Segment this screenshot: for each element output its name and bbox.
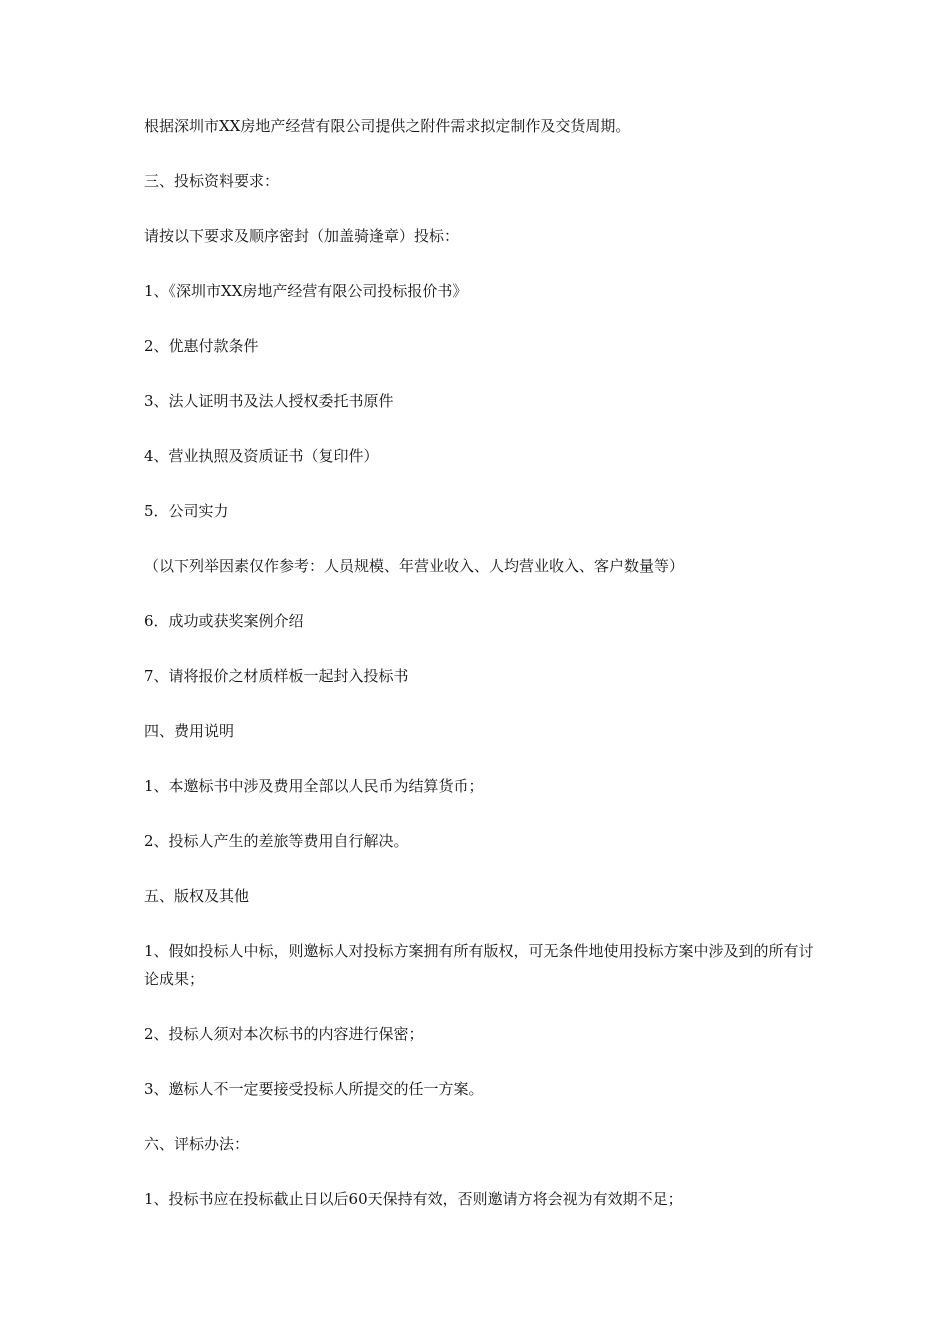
list-item-travel-expenses: 2、投标人产生的差旅等费用自行解决。 (144, 832, 409, 850)
paragraph-delivery-schedule: 根据深圳市XX房地产经营有限公司提供之附件需求拟定制作及交货周期。 (144, 117, 631, 135)
paragraph-seal-instructions: 请按以下要求及顺序密封（加盖骑逢章）投标： (144, 227, 460, 245)
list-item-currency: 1、本邀标书中涉及费用全部以人民币为结算货币； (144, 777, 484, 795)
list-item-validity-period: 1、投标书应在投标截止日以后60天保持有效，否则邀请方将会视为有效期不足； (144, 1190, 683, 1208)
list-item-confidentiality: 2、投标人须对本次标书的内容进行保密； (144, 1025, 424, 1043)
list-item-no-obligation: 3、邀标人不一定要接受投标人所提交的任一方案。 (144, 1080, 484, 1098)
list-item-company-strength: 5．公司实力 (144, 502, 229, 520)
paragraph-strength-factors: （以下列举因素仅作参考：人员规模、年营业收入、人均营业收入、客户数量等） (144, 557, 685, 575)
heading-copyright: 五、版权及其他 (144, 887, 250, 905)
list-item-business-license: 4、营业执照及资质证书（复印件） (144, 447, 379, 465)
list-item-material-samples: 7、请将报价之材质样板一起封入投标书 (144, 667, 409, 685)
heading-bid-materials: 三、投标资料要求： (144, 172, 280, 190)
heading-evaluation-method: 六、评标办法： (144, 1135, 250, 1153)
list-item-copyright-ownership: 1、假如投标人中标，则邀标人对投标方案拥有所有版权，可无条件地使用投标方案中涉及到的所有讨论成果； (144, 942, 814, 988)
document-body (144, 112, 824, 1240)
list-item-case-studies: 6．成功或获奖案例介绍 (144, 612, 304, 630)
list-item-legal-certificate: 3、法人证明书及法人授权委托书原件 (144, 392, 394, 410)
heading-fee-description: 四、费用说明 (144, 722, 235, 740)
list-item-quotation: 1、《深圳市XX房地产经营有限公司投标报价书》 (144, 282, 468, 300)
list-item-payment-terms: 2、优惠付款条件 (144, 337, 259, 355)
